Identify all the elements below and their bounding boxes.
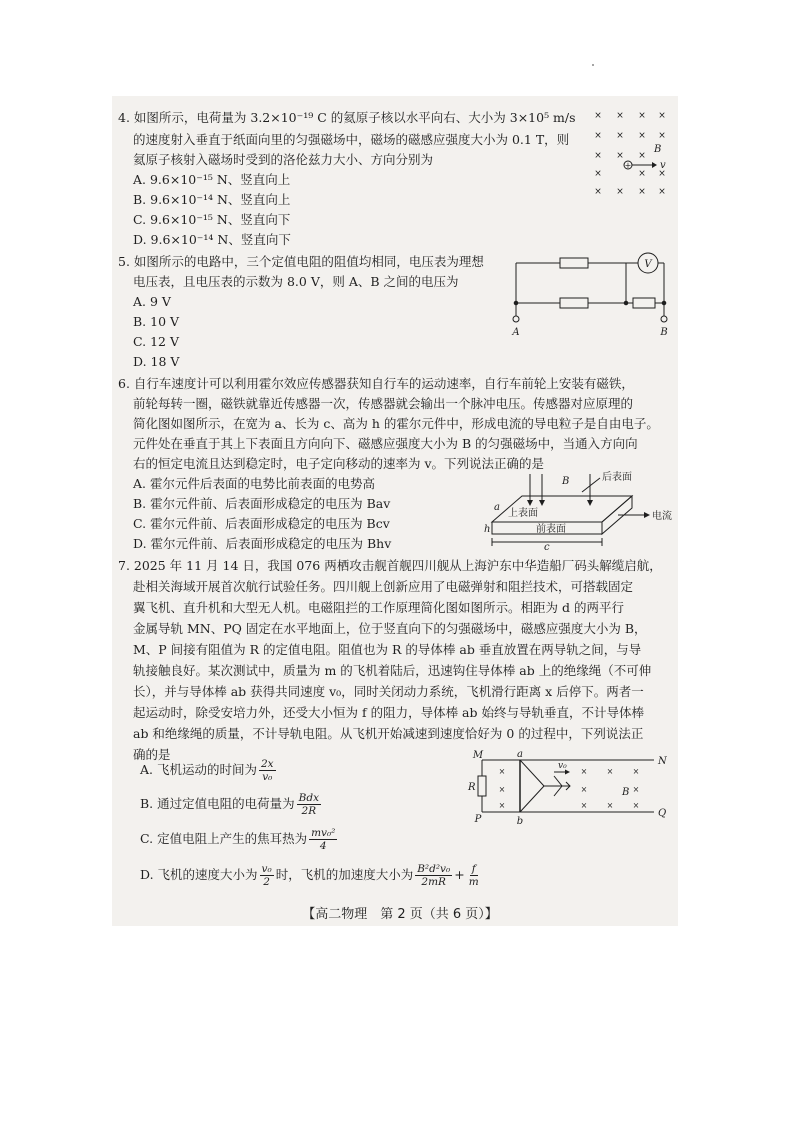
svg-text:×: × xyxy=(638,169,646,179)
q4-magnetic-field-figure xyxy=(590,108,670,198)
q6-option-d: D. 霍尔元件前、后表面形成稳定的电压为 Bhv xyxy=(133,536,392,551)
svg-text:×: × xyxy=(616,151,624,161)
label-r: R xyxy=(468,782,476,793)
q5-option-b: B. 10 V xyxy=(133,314,180,329)
fraction-denominator: 2R xyxy=(301,804,317,817)
q4-option-c: C. 9.6×10⁻¹⁵ N、竖直向下 xyxy=(133,212,291,227)
svg-text:×: × xyxy=(638,187,646,197)
svg-text:×: × xyxy=(594,169,602,179)
svg-text:×: × xyxy=(498,767,506,776)
label-b: b xyxy=(516,816,524,827)
fraction-denominator: 4 xyxy=(319,839,327,852)
q7-option-b-text: B. 通过定值电阻的电荷量为 xyxy=(140,796,295,811)
q6-line-4: 元件处在垂直于其上下表面且方向向下、磁感应强度大小为 B 的匀强磁场中，当通入方向向 xyxy=(133,436,638,451)
q4-line-1: 4. 如图所示，电荷量为 3.2×10⁻¹⁹ C 的氦原子核以水平向右、大小为 3×10⁵ m/s xyxy=(118,110,576,125)
q7-line-3: 翼飞机、直升机和大型无人机。电磁阻拦的工作原理简化图如图所示。相距为 d 的两平行 xyxy=(133,600,624,615)
q6-line-3: 简化图如图所示，在宽为 a、长为 c、高为 h 的霍尔元件中，形成电流的导电粒子是自由电子。 xyxy=(133,416,659,431)
q7-electromagnetic-arrest-figure xyxy=(462,750,672,830)
svg-text:×: × xyxy=(594,187,602,197)
q7-line-1: 7. 2025 年 11 月 14 日，我国 076 两栖攻击舰首舰四川舰从上海沪东中华造船厂码头解缆启航， xyxy=(118,558,662,573)
voltmeter-label: V xyxy=(644,259,652,270)
q7-line-4: 金属导轨 MN、PQ 固定在水平地面上，位于竖直向下的匀强磁场中，磁感应强度大小为 B， xyxy=(133,621,647,636)
fraction-denominator: v₀ xyxy=(262,770,273,783)
q5-option-a: A. 9 V xyxy=(133,294,171,309)
scan-speck xyxy=(592,64,594,66)
svg-text:×: × xyxy=(498,785,506,794)
back-pointer xyxy=(582,478,600,492)
label-q: Q xyxy=(658,808,667,819)
fraction-numerator: f xyxy=(471,862,476,875)
svg-text:×: × xyxy=(632,801,640,810)
q7-option-d-speed-fraction xyxy=(260,863,274,888)
fraction-denominator: 2 xyxy=(263,875,270,888)
q7-line-8: 起运动时，除受安培力外，还受大小恒为 f 的阻力，导体棒 ab 始终与导轨垂直，不计导体棒 xyxy=(133,705,644,720)
label-a: a xyxy=(517,749,523,760)
q5-circuit-figure xyxy=(508,250,668,340)
svg-text:×: × xyxy=(616,111,624,121)
terminal-b-label: B xyxy=(660,327,668,338)
q7-line-5: M、P 间接有阻值为 R 的定值电阻。阻值也为 R 的导体棒 ab 垂直放置在两导轨之间，与导 xyxy=(133,642,642,657)
q7-option-d-accel-fraction xyxy=(415,863,452,888)
fraction-denominator: 2mR xyxy=(421,875,446,888)
q6-field-label: B xyxy=(562,476,570,487)
q4-velocity-label: v xyxy=(660,160,666,171)
svg-text:×: × xyxy=(594,131,602,141)
q7-line-7: 长），并与导体棒 ab 获得共同速度 v₀，同时关闭动力系统，飞机滑行距离 x 后停下。两者一 xyxy=(133,684,644,699)
terminal-a-label: A xyxy=(512,327,520,338)
q4-line-3: 氦原子核射入磁场时受到的洛伦兹力大小、方向分别为 xyxy=(133,152,434,167)
q7-option-b-fraction xyxy=(297,792,321,817)
plus-sign: + xyxy=(454,867,465,882)
q7-option-d xyxy=(140,857,483,893)
fraction-numerator: mv₀² xyxy=(311,826,336,839)
front-surface-label: 前表面 xyxy=(536,524,566,535)
width-label: a xyxy=(494,502,500,513)
svg-text:×: × xyxy=(616,187,624,197)
q6-option-a: A. 霍尔元件后表面的电势比前表面的电势高 xyxy=(133,476,375,491)
resistor-r xyxy=(478,776,486,796)
fraction-numerator: B²d²v₀ xyxy=(417,862,451,875)
resistor-1 xyxy=(560,258,588,268)
fraction-denominator: m xyxy=(468,875,479,888)
q7-line-9: ab 和绝缘绳的质量，不计导轨电阻。从飞机开始减速到速度恰好为 0 的过程中，下列说法正 xyxy=(133,726,644,741)
svg-text:×: × xyxy=(658,187,666,197)
svg-text:×: × xyxy=(658,131,666,141)
plus-sign: + xyxy=(624,161,632,170)
label-p: P xyxy=(474,814,482,825)
q5-option-c: C. 12 V xyxy=(133,334,179,349)
svg-text:×: × xyxy=(580,785,588,794)
hook-rope-top xyxy=(520,760,544,786)
q5-option-d: D. 18 V xyxy=(133,354,180,369)
svg-text:×: × xyxy=(498,801,506,810)
length-label: c xyxy=(544,542,550,553)
q7-option-a-text: A. 飞机运动的时间为 xyxy=(140,762,257,777)
svg-text:×: × xyxy=(658,111,666,121)
fraction-numerator: v₀ xyxy=(261,862,272,875)
svg-text:×: × xyxy=(594,111,602,121)
label-n: N xyxy=(658,756,667,767)
page-footer: 【高二物理 第 2 页（共 6 页）】 xyxy=(302,907,498,922)
svg-text:×: × xyxy=(638,151,646,161)
q7-option-d-friction-fraction xyxy=(467,863,481,888)
fraction-numerator: 2x xyxy=(260,757,274,770)
q4-line-2: 的速度射入垂直于纸面向里的匀强磁场中，磁场的磁感应强度大小为 0.1 T，则 xyxy=(133,132,570,147)
q7-option-a xyxy=(140,752,278,788)
q7-option-b xyxy=(140,786,323,822)
back-surface-label: 后表面 xyxy=(602,472,632,483)
svg-text:×: × xyxy=(632,767,640,776)
q4-option-b: B. 9.6×10⁻¹⁴ N、竖直向上 xyxy=(133,192,291,207)
q7-line-2: 赴相关海域开展首次航行试验任务。四川舰上创新应用了电磁弹射和阻拦技术，可搭载固定 xyxy=(133,579,634,594)
svg-text:×: × xyxy=(632,785,640,794)
airplane-icon xyxy=(544,776,570,796)
label-field-b: B xyxy=(622,787,630,798)
q5-line-2: 电压表，且电压表的示数为 8.0 V，则 A、B 之间的电压为 xyxy=(133,274,459,289)
svg-text:×: × xyxy=(580,801,588,810)
q6-line-5: 右的恒定电流且达到稳定时，电子定向移动的速率为 v。下列说法正确的是 xyxy=(133,456,545,471)
svg-text:×: × xyxy=(606,767,614,776)
svg-text:×: × xyxy=(616,131,624,141)
q4-option-d: D. 9.6×10⁻¹⁴ N、竖直向下 xyxy=(133,232,291,247)
svg-text:×: × xyxy=(580,767,588,776)
q7-option-c-text: C. 定值电阻上产生的焦耳热为 xyxy=(140,831,308,846)
resistor-3 xyxy=(633,298,655,308)
q6-option-c: C. 霍尔元件前、后表面形成稳定的电压为 Bcv xyxy=(133,516,390,531)
arrow-head-icon xyxy=(652,162,657,168)
svg-text:×: × xyxy=(606,801,614,810)
svg-text:×: × xyxy=(658,169,666,179)
label-m: M xyxy=(472,750,484,761)
height-label: h xyxy=(484,524,491,535)
q7-option-a-fraction xyxy=(259,758,276,783)
svg-text:×: × xyxy=(638,131,646,141)
resistor-2 xyxy=(560,298,588,308)
fraction-numerator: Bdx xyxy=(298,791,319,804)
q6-hall-element-figure xyxy=(482,470,672,552)
q6-line-1: 6. 自行车速度计可以利用霍尔效应传感器获知自行车的运动速率，自行车前轮上安装有磁铁， xyxy=(118,376,634,391)
hook-rope-bottom xyxy=(520,786,544,812)
terminal-b-icon xyxy=(661,316,667,322)
terminal-a-icon xyxy=(513,316,519,322)
current-label: 电流 xyxy=(652,511,672,522)
top-surface-label: 上表面 xyxy=(508,508,538,519)
q5-line-1: 5. 如图所示的电路中，三个定值电阻的阻值均相同，电压表为理想 xyxy=(118,254,484,269)
q4-option-a: A. 9.6×10⁻¹⁵ N、竖直向上 xyxy=(133,172,291,187)
q7-option-c xyxy=(140,821,339,857)
q4-field-label: B xyxy=(654,144,662,155)
q7-option-d-mid-text: 时，飞机的加速度大小为 xyxy=(275,867,414,882)
svg-text:×: × xyxy=(638,111,646,121)
label-velocity: v₀ xyxy=(558,761,567,771)
q6-option-b: B. 霍尔元件前、后表面形成稳定的电压为 Bav xyxy=(133,496,391,511)
q6-line-2: 前轮每转一圈，磁铁就靠近传感器一次，传感器就会输出一个脉冲电压。传感器对应原理的 xyxy=(133,396,634,411)
q7-option-d-text: D. 飞机的速度大小为 xyxy=(140,867,258,882)
q7-line-10: 确的是 xyxy=(133,747,171,762)
q7-option-c-fraction xyxy=(309,827,337,852)
q7-line-6: 轨接触良好。某次测试中，质量为 m 的飞机着陆后，迅速钩住导体棒 ab 上的绝缘绳（不可伸 xyxy=(133,663,652,678)
svg-text:×: × xyxy=(594,151,602,161)
